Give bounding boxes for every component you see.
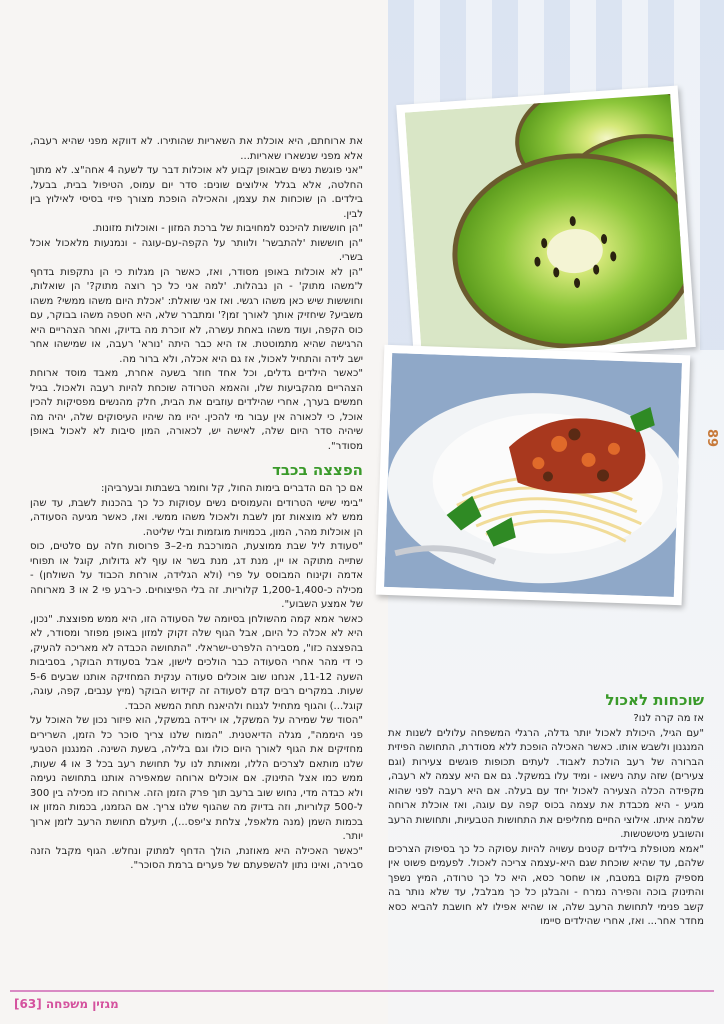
paragraph: כאשר אמא קמה מהשולחן בסיומה של הסעודה הזו, היא ממש מפוצצת. "נכון, היא לא אכלה כל היום, אבל הגוף שלה זקוק למזון באופן מפוזר ומסודר, לא בהפצצה כזו", מסבירה הלפרט-ישראלי. "התחושה הכבדה לא מאריכה להעיק, כי די מהר אחרי הסעודה כבר הולכים לישון, אבל בסעודת הבוקר, בסביבות השעה 11-12, אנחנו שוב אוכלים סעודה ענקית המחזיקה אותנו שבעים 5-6 שעות. במקרים רבים קדם לסעודה זה קידוש הבוקר (מיץ ענבים, קפה, עוגה, קוגל...) והגוף מתחיל לגנוח ולהיאנח תחת המשא הכבד.: [30, 613, 363, 712]
paragraph: "הן חוששות להיכנס למחויבות של ברכת המזון - ואוכלות מזונות.: [92, 223, 363, 234]
paragraph: את ארוחתם, היא אוכלת את השאריות שהותירו. לא דווקא מפני שהיא רעבה, אלא מפני שנשארו שאריות...: [30, 136, 363, 162]
left-article-column: [30, 135, 363, 874]
paragraph: "אמא מטופלת בילדים קטנים עשויה להיות עסוקה כל כך בסיפוק הצרכים שלהם, עד שהיא שוכחת שגם היא-עצמה צריכה לאכול. לפעמים פשוט אין מספיק מקום במטבח, או שחסר כסא, היא כל כך טרודה, המיץ נשפך והתינוק בוכה והפירה נמרח - והבלגן כל כך מבלבל, עד שלא נותר בה קשב פנימי לתחושת הרעב שלה, או שהיא אפילו לא חושבת להביא כסא מחדר אחר... ואז, אחרי שהילדים סיימו: [388, 843, 704, 927]
paragraph: "הן חוששות 'להתבשר' ולוותר על הקפה-עם-עוגה - ונמנעות מלאכול אוכל בשרי.: [30, 237, 363, 263]
paragraph: "אני פוגשת נשים שבאופן קבוע לא אוכלות דבר עד לשעה 4 אחה"צ. לא מתוך החלטה, אלא בגלל אילוצים שונים: סדר יום עמוס, הטיפול בבית, בבעל, בילדים. הן שוכחות את עצמן, והאכילה הופכת מצורך פיזי בסיסי לאילוץ בין לבין.: [30, 165, 364, 220]
footer-rule: [10, 990, 714, 992]
paragraph: "כאשר הילדים גדלים, וכל אחד חוזר בשעה אחרת, מאבד מוסד ארוחת הצהריים מהקביעות שלו, והאמא הטרודה שוכחת להיות רעבה ולאכול. בגיל חמשים בערך, אחרי שהילדים עוזבים את הבית, חלק מהנשים מפסיקות להכין אוכל, כי לכאורה אין עבור מי להכין. יהיו מה שיהיו העיסוקים שלה, יהיה מה שיהיה סדר היום שלה, לאישה יש, לכאורה, המון סיבות לא לאכול באופן מסודר".: [30, 368, 363, 452]
paragraph: "הן לא אוכלות באופן מסודר, ואז, כאשר הן מגלות כי הן נתקפות בדחף ל'משהו מתוק' - הן נבהלות. 'למה אני כל כך רוצה מתוק?' הן שואלות, וחוששות שיש כאן משהו רגשי. ואז אני שואלת: 'אכלת היום משהו ממשי? משהו משביע? שיחזיק אותך לאורך זמן?' ומתברר שלא, היא חטפה משהו בבוקר, עם כוס הקפה, ועוד משהו באחת עשרה, לא זוכרת מה בדיוק, ואחר הצהריים היא הרגישה שהיא מתמוטטת. אז היא כבר היתה 'נורא' רעבה, או שמישהו אחר ישב לידה והתחיל לאכול, אז גם היא אכלה, ולא ברור מה.: [30, 266, 363, 365]
pasta-illustration: [384, 353, 682, 597]
paragraph: "כאשר האכילה היא מאוזנת, הולך הדחף למתוק ונחלש. הגוף מקבל הזנה סבירה, ואינו נתון להשפעתם של פערים ברמת הסוכר".: [30, 845, 363, 871]
section-heading: שוכחות לאכול: [605, 691, 704, 709]
paragraph: "עם הגיל, היכולת לאכול יותר גדלה, הרגלי המשפחה עלולים לשנות את המנגנון ולשבש אותו. כאשר האכילה הופכת ללא מסודרת, התחושה הפיזית הברורה של רעב הולכת לאבוד. לעתים תכופות פוגשים צעירות (וגם צעירים) שזה עתה נישאו - ומיד עלו במשקל. גם אם היא עצמה לא רעבה, מקפידה הכלה הצעירה לאכול יחד עם בעלה. אם היא רעבה לפני שהוא מגיע - היא מכבדת את עצמה בכוס קפה עם עוגה, ואז אוכלת ארוחה שלמה איתו. אילוצי החיים מחליפים את התחושות הטבעיות, ותחושות הרעב והשובע מיטשטשות.: [388, 727, 704, 840]
paragraph: "בימי שישי הטרודים והעמוסים נשים עסוקות כל כך בהכנות לשבת, עד שהן ממש לא מוצאות זמן לשבת ולאכול משהו ממשי. ואז, כאשר מגיעה הסעודה, הן אוכלות מהר, המון, בכמויות מוגזמות ובלי שליטה.: [30, 497, 363, 538]
right-article-column: [388, 712, 704, 930]
kiwi-illustration: [405, 94, 688, 358]
page-tab-number: 89: [704, 429, 719, 448]
paragraph: אם כך הם הדברים בימות החול, קל וחומר בשבתות ובערביהן:: [100, 483, 363, 494]
section-heading: הפצצה בכבד: [272, 461, 363, 479]
paragraph: "הסוד של שמירה על המשקל, או ירידה במשקל, הוא פיזור נכון של האוכל על פני היממה", מגלה הדיאטנית. "המוח שלנו צריך סוכר כל הזמן, השרירים מחזיקים את הגוף לאורך היום כולו וגם בלילה, בשעת השינה. המנגנון הטבעי שלנו מותאם לצרכים הללו, ומאותת לנו על תחושת רעב בכל 3 או 4 שעות, ממש כמו אצל התינוק. אם אוכלים ארוחה שמאפירה אותנו בתחושה נעימה ולא כבדה מדי, נחוש שוב ברעב תוך פרק הזמן הזה. ארוחה כזו מכילה בין 300 ל-500 קלוריות, וזה בדיוק מה שהגוף שלנו צריך. אם הגזמנו, בכמות המזון או בכמות השמן (מנה מלאפל, צלחת צ'יפס...), תיעלם תחושת הרעב לזמן ארוך יותר.: [30, 715, 363, 842]
footer-magazine-label: מגזין משפחה [63]: [14, 997, 119, 1011]
paragraph: אז מה קרה לנו?: [633, 713, 704, 724]
paragraph: "סעודת ליל שבת ממוצעת, המורכבת מ-2–3 פרוסות חלה עם סלטים, כוס שתייה מתוקה או יין, מנת דג, מנת בשר או עוף לא גדולות, קוגל או תפוחי אדמה וקינוח המבוסס על פרי (ולא הגלידה, אורחת הכבוד על השולחן) - מכילה כ-1,200-1,400 קלוריות. זה בלי הפיצוחים. כ-רבע פי 2 או 3 מארוחה של אמצע השבוע".: [30, 541, 364, 610]
kiwi-photo: [396, 85, 696, 366]
pasta-photo: [376, 345, 691, 606]
